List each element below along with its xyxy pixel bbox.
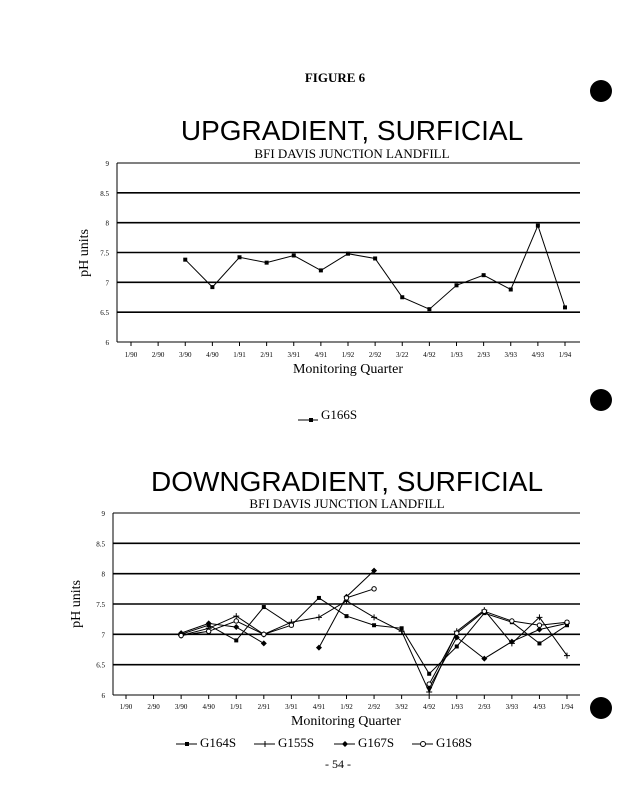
data-point [536,224,540,228]
legend-label: G166S [321,407,358,422]
data-point [427,307,431,311]
legend [176,735,472,750]
punch-hole-middle [590,389,612,411]
legend-marker [185,742,189,746]
x-tick-label: 1/92 [340,703,353,711]
downgradient-chart [69,466,580,750]
data-point [233,624,239,630]
x-tick-label: 2/90 [151,351,165,359]
x-axis-label: Monitoring Quarter [290,714,402,729]
x-tick-label: 3/90 [174,703,188,711]
y-tick-label: 6 [105,339,109,347]
figure-label: FIGURE 6 [304,70,366,85]
data-point [319,268,323,272]
data-point [455,644,459,648]
chart-title: DOWNGRADIENT, SURFICIAL [150,466,544,497]
x-tick-label: 2/91 [257,703,271,711]
y-axis-label: pH units [69,580,84,628]
data-point [372,623,376,627]
data-point [371,614,377,620]
data-point [179,633,183,637]
chart-subtitle: BFI DAVIS JUNCTION LANDFILL [249,496,445,511]
data-point [509,287,513,291]
x-tick-label: 3/22 [396,351,409,359]
data-point [345,614,349,618]
x-axis-label: Monitoring Quarter [292,362,404,377]
data-point [482,609,486,613]
x-tick-label: 4/93 [533,703,546,711]
data-point [455,631,459,635]
x-tick-label: 1/93 [450,703,463,711]
legend-marker [421,742,426,747]
data-point [292,253,296,257]
data-point [427,672,431,676]
x-tick-label: 3/91 [285,703,298,711]
y-tick-label: 9 [101,510,105,518]
x-tick-label: 4/91 [314,351,328,359]
y-tick-label: 6 [101,692,105,700]
series-line-g164s [181,598,567,674]
x-tick-label: 1/92 [341,351,355,359]
legend-item-g168s [412,735,472,750]
x-tick-label: 4/92 [423,351,436,359]
data-point [289,623,293,627]
y-tick-label: 9 [105,160,109,168]
legend-marker [342,741,348,747]
y-tick-label: 7 [101,631,105,640]
data-point [565,620,569,624]
x-tick-label: 4/92 [422,703,436,711]
data-point [238,255,242,259]
legend-item-g167s [334,735,394,750]
upgradient-chart [77,115,580,422]
data-point [265,261,269,265]
data-point [183,258,187,262]
x-tick-label: 3/90 [179,351,192,359]
data-point [206,629,210,633]
x-tick-label: 3/91 [287,351,300,359]
x-tick-label: 2/92 [367,703,381,711]
x-tick-label: 3/93 [504,351,517,359]
data-point [261,640,267,646]
chart-subtitle: BFI DAVIS JUNCTION LANDFILL [254,146,450,161]
data-point [400,295,404,299]
data-point [510,619,514,623]
x-tick-label: 2/93 [477,351,490,359]
legend [298,407,357,422]
data-point [537,623,541,627]
chart-title: UPGRADIENT, SURFICIAL [180,115,524,146]
data-point [234,638,238,642]
data-point [316,614,322,620]
data-point [210,285,214,289]
data-point [537,641,541,645]
data-point [482,273,486,277]
series-line-g166s [185,226,565,310]
y-tick-label: 7 [105,279,109,288]
x-tick-label: 4/93 [531,351,545,359]
x-tick-label: 2/91 [260,351,273,359]
data-point [427,682,431,686]
legend-marker [309,418,313,422]
data-point [563,305,567,309]
y-tick-label: 8.5 [100,189,109,198]
x-tick-label: 2/93 [478,703,491,711]
x-tick-label: 4/90 [202,703,215,711]
data-point [316,645,322,651]
x-tick-label: 1/94 [560,703,574,711]
y-tick-label: 8 [101,570,105,579]
x-tick-label: 1/94 [558,351,572,359]
x-tick-label: 1/90 [124,351,138,359]
x-tick-label: 1/90 [119,703,133,711]
data-point [233,613,239,619]
legend-marker [262,741,268,747]
y-tick-label: 6.5 [96,661,105,670]
y-tick-label: 7.5 [100,249,109,258]
page-number: - 54 - [325,757,351,771]
data-point [262,605,266,609]
x-tick-label: 1/91 [230,703,243,711]
x-tick-label: 1/91 [233,351,246,359]
y-tick-label: 8 [105,219,109,228]
legend-item-g155s [254,735,314,750]
legend-label: G164S [200,735,237,750]
y-tick-label: 8.5 [96,540,105,549]
data-point [455,283,459,287]
legend-label: G168S [436,735,473,750]
data-point [373,256,377,260]
legend-item-g164s [176,735,236,750]
y-axis-label: pH units [77,229,92,277]
x-tick-label: 1/93 [450,351,463,359]
data-point [399,628,405,634]
punch-hole-top [590,80,612,102]
x-tick-label: 4/90 [206,351,219,359]
legend-label: G155S [278,735,315,750]
data-point [262,632,266,636]
y-tick-label: 7.5 [96,601,105,609]
x-tick-label: 2/92 [368,351,382,359]
punch-hole-bottom [590,697,612,719]
x-tick-label: 3/93 [505,703,519,711]
data-point [234,619,238,623]
upgradient-plot-area [100,160,580,359]
data-point [317,596,321,600]
data-point [346,252,350,256]
x-tick-label: 3/92 [395,703,408,711]
data-point [372,587,376,591]
legend-item-g166s [298,407,357,422]
x-tick-label: 4/91 [312,703,326,711]
y-tick-label: 6.5 [100,309,109,318]
legend-label: G167S [358,735,395,750]
data-point [344,596,348,600]
x-tick-label: 2/90 [147,703,160,711]
downgradient-plot-area [96,510,580,711]
